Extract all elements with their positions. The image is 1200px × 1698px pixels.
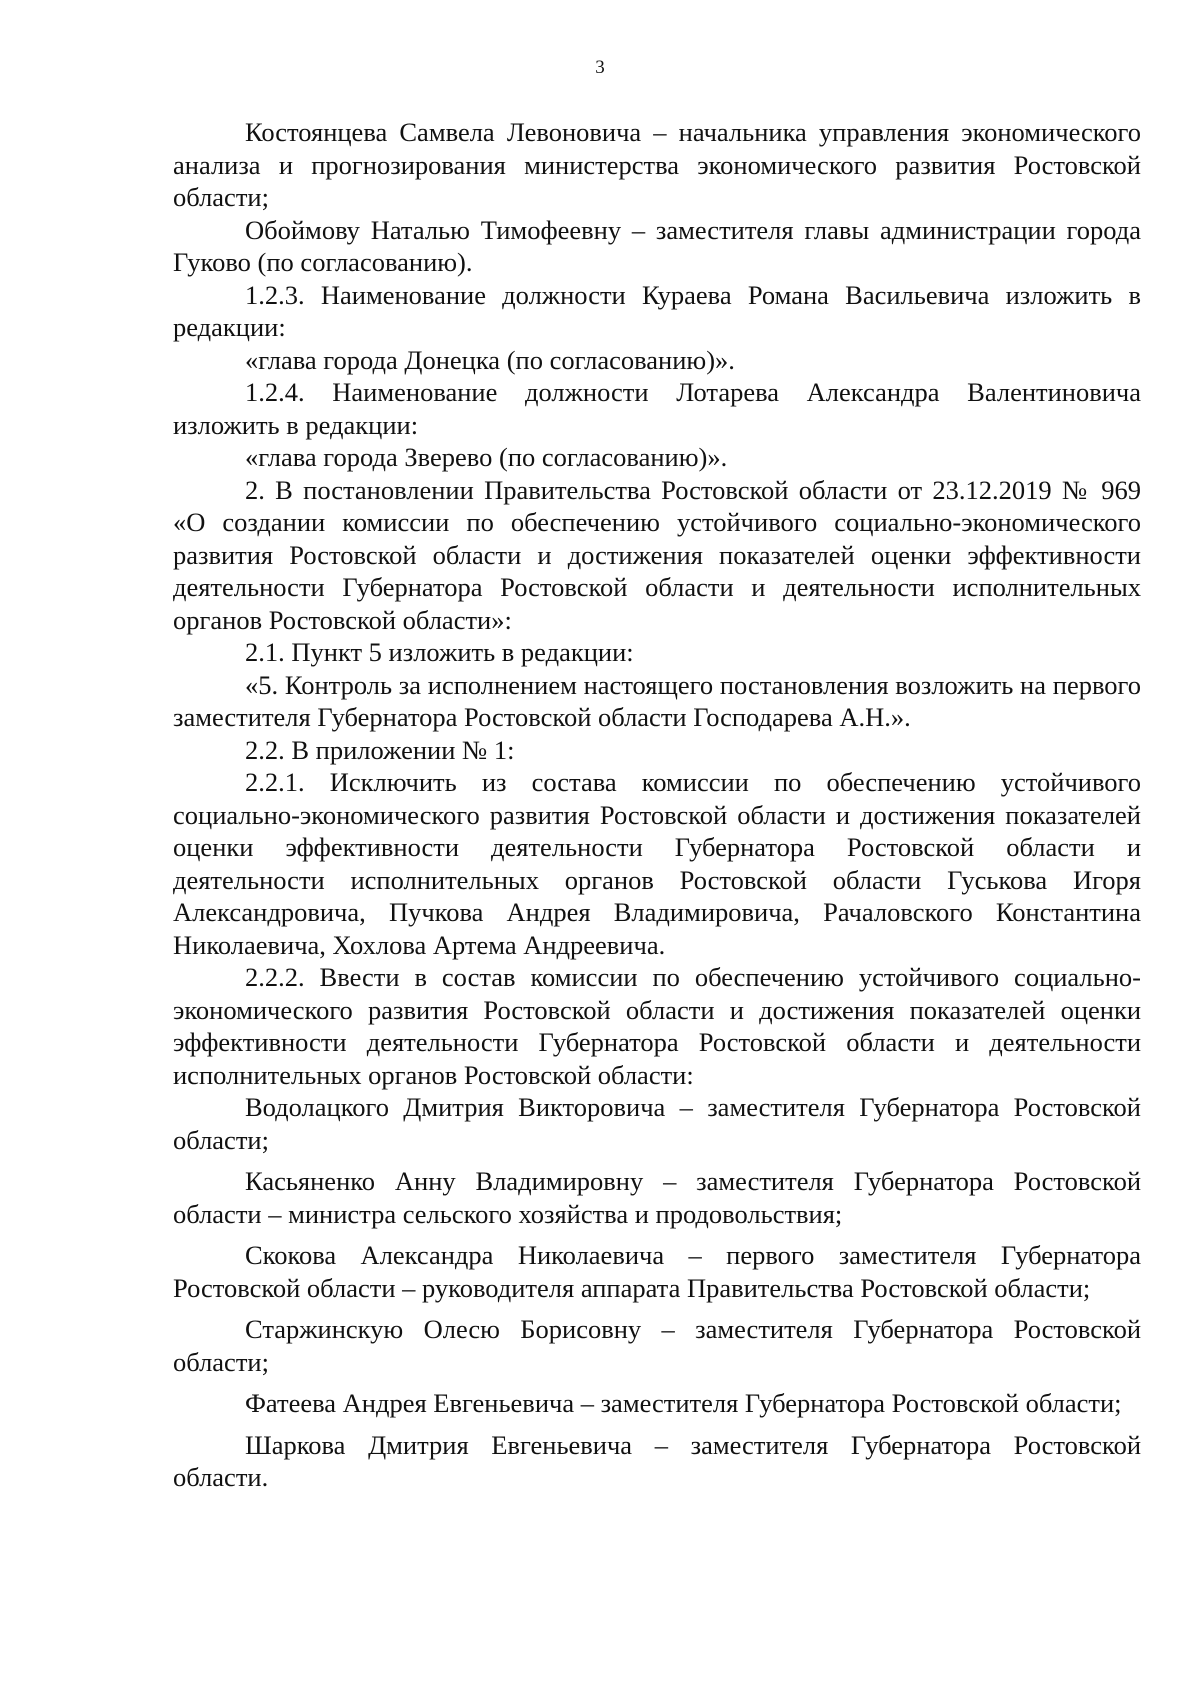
paragraph-vodolatsky: Водолацкого Дмитрия Викторовича – заместителя Губернатора Ростовской области; bbox=[173, 1092, 1141, 1155]
paragraph-starzhinskaya: Старжинскую Олесю Борисовну – заместителя Губернатора Ростовской области; bbox=[173, 1314, 1141, 1377]
paragraph-2-1-quote: «5. Контроль за исполнением настоящего постановления возложить на первого заместителя Губернатора Ростовской области Господарева А.Н.». bbox=[173, 669, 1141, 732]
page-number: 3 bbox=[595, 57, 605, 78]
paragraph-oboimova: Обоймову Наталью Тимофеевну – заместителя главы администрации города Гуково (по согласованию). bbox=[173, 214, 1141, 277]
paragraph-sharkov: Шаркова Дмитрия Евгеньевича – заместителя Губернатора Ростовской области. bbox=[173, 1429, 1141, 1492]
paragraph-1-2-4: 1.2.4. Наименование должности Лотарева Александра Валентиновича изложить в редакции: bbox=[173, 377, 1141, 440]
paragraph-1-2-4-quote: «глава города Зверево (по согласованию)». bbox=[245, 442, 728, 472]
paragraph-1-2-3: 1.2.3. Наименование должности Кураева Романа Васильевича изложить в редакции: bbox=[173, 279, 1141, 342]
paragraph-kasyanenko: Касьяненко Анну Владимировну – заместителя Губернатора Ростовской области – министра сельского хозяйства и продовольствия; bbox=[173, 1166, 1141, 1229]
paragraph-2-2-2: 2.2.2. Ввести в состав комиссии по обеспечению устойчивого социально-экономического развития Ростовской области и достижения показателей оценки эффективности деятельности Губернатора Ростовской области и деятельности исполнительных органов Ростовской области: bbox=[173, 962, 1141, 1090]
paragraph-2-2-1: 2.2.1. Исключить из состава комиссии по обеспечению устойчивого социально-экономического развития Ростовской области и достижения показателей оценки эффективности деятельности Губернатора Ростовской области и деятельности исполнительных органов Ростовской области Гуськова Игоря Александровича, Пучкова Андрея Владимировича, Рачаловского Константина Николаевича, Хохлова Артема Андреевича. bbox=[173, 767, 1141, 960]
paragraph-kostoyantsev: Костоянцева Самвела Левоновича – начальника управления экономического анализа и прогнозирования министерства экономического развития Ростовской области; bbox=[173, 117, 1141, 212]
paragraph-1-2-3-quote: «глава города Донецка (по согласованию)». bbox=[245, 344, 735, 375]
paragraph-2: 2. В постановлении Правительства Ростовской области от 23.12.2019 № 969 «О создании комиссии по обеспечению устойчивого социально-экономического развития Ростовской области и достижения показателей оценки эффективности деятельности Губернатора Ростовской области и деятельности исполнительных органов Ростовской области»: bbox=[173, 474, 1141, 635]
paragraph-fateev: Фатеева Андрея Евгеньевича – заместителя Губернатора Ростовской области; bbox=[245, 1388, 1122, 1418]
paragraph-2-2: 2.2. В приложении № 1: bbox=[245, 734, 515, 765]
document-body bbox=[173, 116, 1141, 1494]
paragraph-2-1: 2.1. Пункт 5 изложить в редакции: bbox=[245, 637, 634, 667]
paragraph-skokov: Скокова Александра Николаевича – первого заместителя Губернатора Ростовской области – руководителя аппарата Правительства Ростовской области; bbox=[173, 1240, 1141, 1303]
